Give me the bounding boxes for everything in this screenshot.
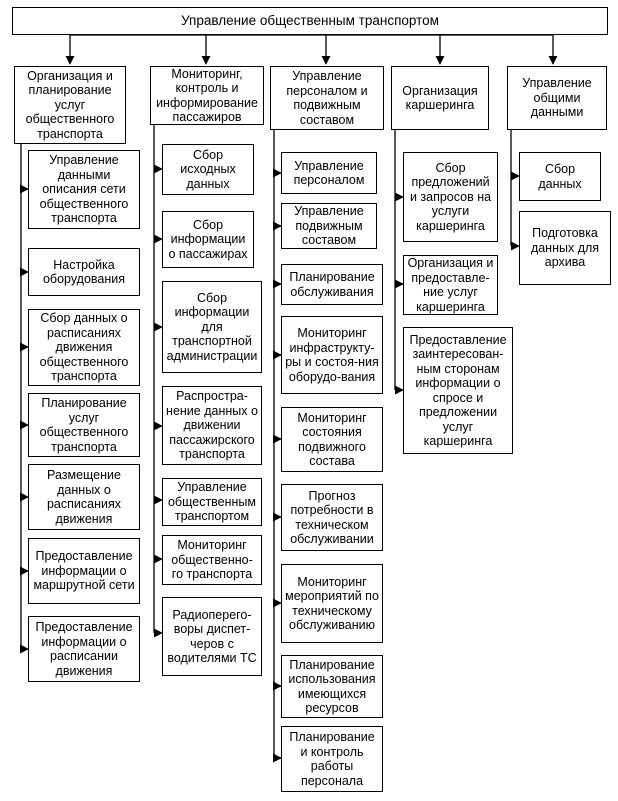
col1-item (28, 464, 140, 530)
col2-item (162, 597, 262, 676)
box-label: Управление общественным транспортом (167, 480, 257, 524)
col5-item (519, 211, 611, 285)
col2-item (162, 386, 262, 465)
col3-item (281, 726, 383, 792)
box-label: Сбор информации для транспортной администрации (166, 290, 258, 363)
col1-item (28, 248, 140, 296)
box-label: Сбор предложений и запросов на услуги каршеринга (409, 160, 492, 233)
col3-item (281, 152, 377, 194)
col2-item (162, 535, 262, 585)
box-label: Организация и предоставле-ние услуг каршеринга (407, 256, 494, 314)
col3-item (281, 484, 383, 551)
box-label: Управление персоналом (293, 158, 365, 187)
col3-item (281, 203, 377, 249)
box-label: Планирование обслуживания (289, 270, 375, 299)
col5-item (519, 152, 601, 201)
col4-item (403, 152, 498, 242)
box-label: Организация каршеринга (402, 83, 478, 112)
column-header-personnel (270, 66, 384, 130)
box-label: Мониторинг мероприятий по техническому обслуживанию (285, 574, 379, 632)
col1-item (28, 393, 140, 457)
box-label: Планирование и контроль работы персонала (289, 730, 375, 788)
col4-item (403, 255, 498, 315)
column-header-monitoring (150, 66, 264, 125)
root-label: Управление общественным транспортом (181, 12, 439, 28)
box-label: Управление подвижным составом (294, 204, 364, 248)
box-label: Предоставление информации о маршрутной сети (33, 549, 135, 593)
col1-item (28, 616, 140, 682)
box-label: Подготовка данных для архива (530, 226, 600, 270)
box-label: Мониторинг инфраструкту-ры и состоя-ния оборудо-вания (285, 326, 379, 384)
box-label: Управление персоналом и подвижным составом (286, 69, 368, 127)
box-label: Сбор информации о пассажирах (168, 217, 248, 261)
col2-item (162, 144, 254, 195)
col3-item (281, 655, 383, 718)
col3-item (281, 564, 383, 643)
box-label: Мониторинг, контроль и информирование пассажиров (156, 66, 258, 124)
box-label: Организация и планирование услуг общественного транспорта (25, 68, 115, 141)
box-label: Мониторинг общественно-го транспорта (171, 538, 253, 582)
col1-item (28, 309, 140, 386)
column-header-planning (14, 66, 126, 144)
box-label: Управление общими данными (522, 76, 592, 120)
col2-item (162, 281, 262, 373)
col2-item (162, 211, 254, 268)
col1-item (28, 150, 140, 229)
box-label: Управление данными описания сети общественного транспорта (39, 153, 129, 226)
box-label: Сбор данных (538, 162, 582, 191)
box-label: Сбор исходных данных (180, 147, 236, 191)
box-label: Мониторинг состояния подвижного состава (297, 410, 367, 468)
column-header-common-data (507, 66, 607, 130)
box-label: Радиоперего-воры диспет-черов с водителями ТС (167, 607, 257, 665)
box-label: Предоставление заинтересован-ным сторонам информации о спросе и предложении услуг каршеринга (409, 332, 507, 448)
box-label: Распростра-нение данных о движении пассажирского транспорта (166, 389, 258, 462)
col3-item (281, 316, 383, 394)
box-label: Размещение данных о расписаниях движения (46, 468, 121, 526)
box-label: Планирование услуг общественного транспорта (39, 396, 129, 454)
box-label: Прогноз потребности в техническом обслуживании (290, 488, 374, 546)
col2-item (162, 478, 262, 526)
box-label: Планирование использования имеющихся ресурсов (288, 657, 376, 715)
col1-item (28, 538, 140, 604)
root-box (12, 7, 608, 35)
col3-item (281, 264, 383, 305)
column-header-carsharing (391, 66, 489, 130)
box-label: Сбор данных о расписаниях движения общественного транспорта (39, 311, 129, 384)
box-label: Настройка оборудования (42, 257, 126, 286)
col3-item (281, 407, 383, 472)
col4-item (403, 327, 513, 454)
box-label: Предоставление информации о расписании движения (35, 620, 133, 678)
